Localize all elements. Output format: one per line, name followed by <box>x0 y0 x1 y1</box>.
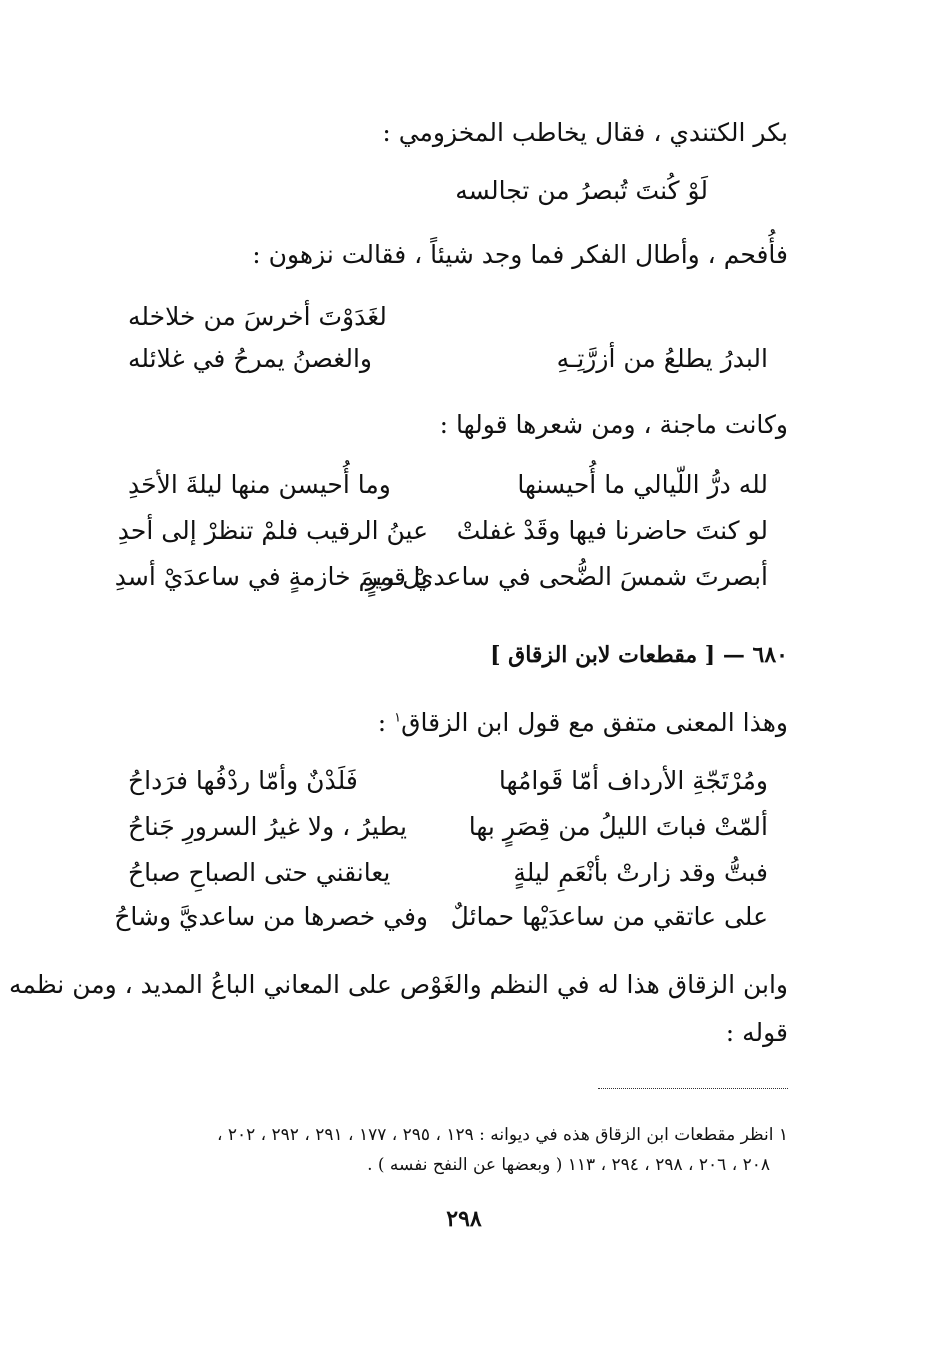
footnote-ref: ١ <box>394 710 402 726</box>
footnote-marker: ١ <box>778 1125 788 1145</box>
verse-line <box>128 766 768 808</box>
prose-line: بكر الكتندي ، فقال يخاطب المخزومي : <box>382 118 788 147</box>
verse-line <box>128 470 768 512</box>
section-title: [ مقطعات لابن الزقاق ] <box>490 642 716 668</box>
hemistich: يعانقني حتى الصباحِ صباحُ <box>128 858 391 887</box>
verse-line <box>114 562 768 604</box>
hemistich: لو كنتَ حاضرنا فيها وقَدْ غفلتْ <box>456 516 768 545</box>
hemistich: على عاتقي من ساعدَيْها حمائلٌ <box>450 902 768 931</box>
prose-line: وابن الزقاق هذا له في النظم والغَوْص على المعاني الباعُ المديد ، ومن نظمه <box>8 970 788 999</box>
hemistich: والغصنُ يمرحُ في غلائله <box>128 344 373 373</box>
hemistich: بل ريمَ خازمةٍ في ساعدَيْ أسدِ <box>114 562 428 591</box>
prose-text: وهذا المعنى متفق مع قول ابن الزقاق <box>401 708 788 737</box>
verse-line <box>128 812 768 854</box>
hemistich: فبتُّ وقد زارتْ بأنْعَمِ ليلةٍ <box>513 858 768 887</box>
verse-line <box>128 344 768 386</box>
prose-line <box>378 708 788 737</box>
verse-line <box>114 902 768 944</box>
quoted-hemistich: لَوْ كُنتَ تُبصرُ من تجالسه <box>455 176 708 205</box>
prose-line: فأُفحم ، وأطال الفكر فما وجد شيئاً ، فقالت نزهون : <box>252 240 788 269</box>
hemistich: يطيرُ ، ولا غيرُ السرورِ جَناحُ <box>128 812 407 841</box>
section-heading <box>490 642 788 668</box>
verse-line <box>117 516 768 558</box>
verse-line <box>128 302 768 344</box>
prose-line: وكانت ماجنة ، ومن شعرها قولها : <box>439 410 788 439</box>
prose-line: قوله : <box>725 1018 788 1047</box>
footnote-divider <box>598 1088 788 1089</box>
hemistich: البدرُ يطلعُ من أزرَّتِـهِ <box>556 344 768 373</box>
verse-line <box>128 858 768 900</box>
hemistich: أبصرتَ شمسَ الضُّحى في ساعديْ قمرٍ <box>365 562 768 591</box>
footnote <box>98 1120 788 1180</box>
hemistich: لغَدَوْتَ أخرسَ من خلاخله <box>128 302 387 331</box>
section-dash: — <box>722 642 745 668</box>
footnote-line <box>98 1120 788 1150</box>
footnote-line: ٢٠٨ ، ٢٠٦ ، ٢٩٨ ، ٢٩٤ ، ١١٣ ( وبعضها عن النفح نفسه ) . <box>367 1155 770 1175</box>
hemistich: ألمّتْ فباتَ الليلُ من قِصَرٍ بها <box>468 812 768 841</box>
prose-tail: : <box>377 708 395 737</box>
hemistich: عينُ الرقيب فلمْ تنظرْ إلى أحدِ <box>117 516 428 545</box>
hemistich: وما أُحيسن منها ليلةَ الأحَدِ <box>128 470 391 499</box>
section-number: ٦٨٠ <box>752 642 788 668</box>
footnote-text: انظر مقطعات ابن الزقاق هذه في ديوانه : ١٢٩ ، ٢٩٥ ، ١٧٧ ، ٢٩١ ، ٢٩٢ ، ٢٠٢ ، <box>216 1125 774 1145</box>
hemistich: فَلَدْنٌ وأمّا ردْفُها فرَداحُ <box>128 766 358 795</box>
page-number: ٢٩٨ <box>446 1206 482 1232</box>
hemistich: لله درُّ اللّيالي ما أُحيسنها <box>517 470 768 499</box>
hemistich: وفي خصرها من ساعديَّ وشاحُ <box>114 902 428 931</box>
hemistich: ومُرْتَجّةِ الأرداف أمّا قَوامُها <box>498 766 768 795</box>
